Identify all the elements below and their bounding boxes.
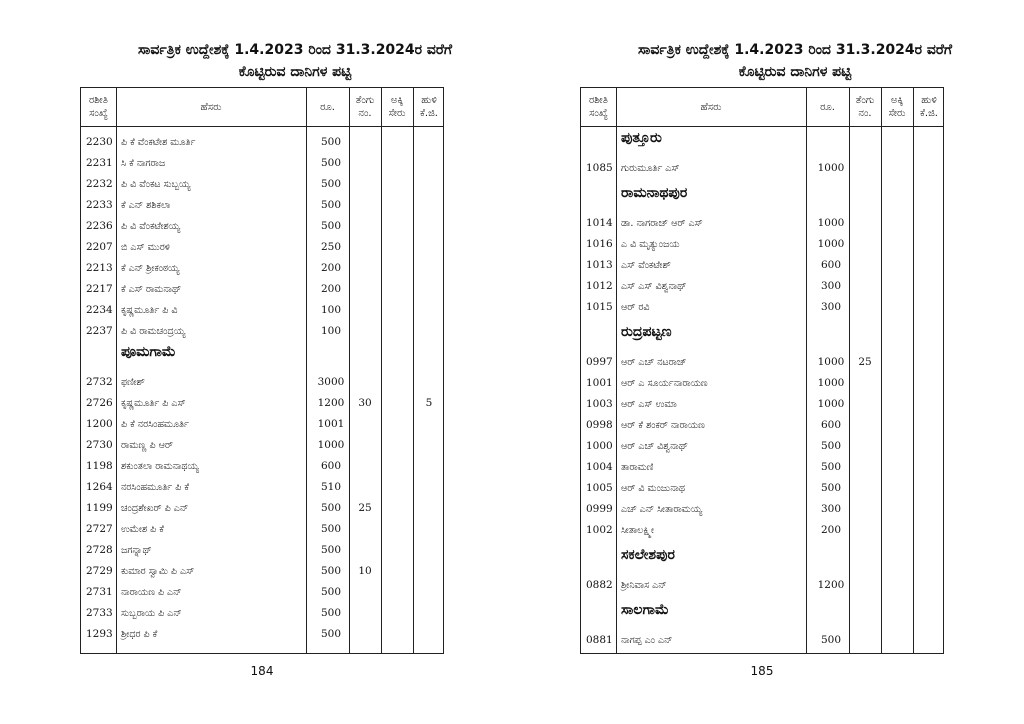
receipt-number: 1002 — [586, 524, 613, 536]
amount-rupees: 200 — [820, 524, 842, 536]
amount-rupees: 200 — [320, 283, 342, 295]
table-row — [581, 394, 943, 416]
amount-rupees: 1000 — [817, 356, 845, 368]
receipt-number: 2213 — [86, 262, 113, 274]
receipt-number: 0997 — [586, 356, 613, 368]
page-title-line2: ಕೊಟ್ಟಿರುವ ದಾನಿಗಳ ಪಟ್ಟಿ — [238, 64, 352, 80]
coconut-count: 25 — [858, 356, 872, 368]
amount-rupees: 100 — [320, 304, 342, 316]
table-row — [581, 575, 943, 597]
donor-name: ಪಿ ವಿ ವೆಂಕಟೇಶಯ್ಯ — [121, 221, 181, 232]
donor-name: ಶಕುಂತಲಾ ರಾಮನಾಥಯ್ಯ — [121, 461, 199, 472]
table-row — [581, 415, 943, 437]
receipt-number: 2731 — [86, 586, 113, 598]
donor-name: ರಾಮಣ್ಣ ಪಿ ಆರ್ — [121, 440, 173, 451]
header-tamarind: ಹುಳಿ ಕೆ.ಜಿ. — [420, 95, 438, 119]
donor-name: ಬಿ ಎಸ್ ಮುರಳಿ — [121, 242, 170, 253]
table-row — [81, 456, 443, 478]
receipt-number: 2727 — [86, 523, 113, 535]
amount-rupees: 1000 — [317, 439, 345, 451]
table-row — [81, 321, 443, 343]
header-name: ಹೆಸರು — [200, 101, 222, 113]
section-heading: ಸಕಲೇಶಪುರ — [621, 547, 675, 563]
receipt-number: 1293 — [86, 628, 113, 640]
receipt-number: 1004 — [586, 461, 613, 473]
page-title-line1: ಸಾರ್ವತ್ರಿಕ ಉದ್ದೇಶಕ್ಕೆ 1.4.2023 ರಿಂದ 31.3.2024ರ ವರೆಗೆ — [137, 42, 453, 58]
donor-name: ಎಚ್ ಎನ್ ಸೀತಾರಾಮಯ್ಯ — [621, 504, 703, 515]
amount-rupees: 500 — [320, 565, 342, 577]
amount-rupees: 300 — [820, 280, 842, 292]
donor-name: ಜಗನ್ನಾಥ್ — [121, 545, 152, 556]
receipt-number: 1200 — [86, 418, 113, 430]
donor-name: ಪಿ ಕೆ ವೆಂಕಟೇಶ ಮೂರ್ತಿ — [121, 137, 196, 148]
donor-name: ಆರ್ ಎಸ್ ಉಮಾ — [621, 399, 677, 410]
receipt-number: 1085 — [586, 162, 613, 174]
amount-rupees: 1200 — [817, 579, 845, 591]
donor-name: ಆರ್ ಎ ಸೂರ್ಯನಾರಾಯಣ — [621, 378, 708, 389]
amount-rupees: 500 — [320, 544, 342, 556]
section-heading: ಪುತ್ತೂರು — [621, 130, 662, 146]
amount-rupees: 1000 — [817, 238, 845, 250]
table-row — [81, 519, 443, 541]
page-title-line2: ಕೊಟ್ಟಿರುವ ದಾನಿಗಳ ಪಟ್ಟಿ — [738, 64, 852, 80]
amount-rupees: 500 — [320, 586, 342, 598]
donor-name: ನರಸಿಂಹಮೂರ್ತಿ ಪಿ ಕೆ — [121, 482, 189, 493]
table-row — [81, 258, 443, 280]
header-rupees: ರೂ. — [320, 101, 335, 113]
donor-name: ಕೆ ಎಸ್ ರಾಮನಾಥ್ — [121, 284, 182, 295]
receipt-number: 1003 — [586, 398, 613, 410]
left-page — [80, 0, 510, 724]
amount-rupees: 300 — [820, 503, 842, 515]
table-row — [581, 436, 943, 458]
receipt-number: 2729 — [86, 565, 113, 577]
donor-name: ಆರ್ ಎಚ್ ನಟರಾಜ್ — [621, 357, 687, 368]
amount-rupees: 3000 — [317, 376, 345, 388]
table-row — [581, 213, 943, 235]
section-heading: ಸಾಲಗಾಮೆ — [621, 602, 669, 618]
amount-rupees: 500 — [320, 628, 342, 640]
table-row — [581, 457, 943, 479]
right-page — [580, 0, 1010, 724]
donor-name: ಎಸ್ ವೆಂಕಟೇಶ್ — [621, 260, 671, 271]
table-row — [81, 216, 443, 238]
page-number: 185 — [750, 664, 774, 678]
coconut-count: 30 — [358, 397, 372, 409]
donor-name: ಕುಮಾರ ಸ್ವಾಮಿ ಪಿ ಎಸ್ — [121, 566, 195, 577]
amount-rupees: 500 — [820, 482, 842, 494]
donor-name: ಆರ್ ವಿ ಮಂಜುನಾಥ — [621, 483, 685, 494]
table-row — [81, 498, 443, 520]
header-coconut: ತೆಂಗು ನಂ. — [855, 95, 875, 119]
donor-name: ಕೆ ಎನ್ ಶಶಿಕಲಾ — [121, 200, 171, 211]
section-heading: ರುದ್ರಪಟ್ಟಣ — [621, 324, 672, 340]
table-row — [581, 478, 943, 500]
table-row — [81, 372, 443, 394]
receipt-number: 1005 — [586, 482, 613, 494]
donor-name: ಉಮೇಶ ಪಿ ಕೆ — [121, 524, 164, 535]
table-row — [81, 153, 443, 175]
amount-rupees: 1000 — [817, 162, 845, 174]
amount-rupees: 500 — [320, 523, 342, 535]
donor-name: ಚಂದ್ರಶೇಖರ್ ಪಿ ಎನ್ — [121, 503, 189, 514]
amount-rupees: 200 — [320, 262, 342, 274]
receipt-number: 1199 — [86, 502, 113, 514]
receipt-number: 2230 — [86, 136, 113, 148]
receipt-number: 2233 — [86, 199, 113, 211]
donor-name: ಸೀತಾಲಕ್ಷ್ಮೀ — [621, 525, 655, 536]
receipt-number: 2232 — [86, 178, 113, 190]
amount-rupees: 510 — [320, 481, 342, 493]
donor-table-right — [580, 87, 944, 654]
table-row — [581, 297, 943, 319]
rice-amount: 5 — [425, 397, 433, 409]
header-tamarind: ಹುಳಿ ಕೆ.ಜಿ. — [920, 95, 938, 119]
header-coconut: ತೆಂಗು ನಂ. — [355, 95, 375, 119]
receipt-number: 2730 — [86, 439, 113, 451]
header-rupees: ರೂ. — [820, 101, 835, 113]
receipt-number: 1016 — [586, 238, 613, 250]
amount-rupees: 100 — [320, 325, 342, 337]
amount-rupees: 500 — [320, 220, 342, 232]
receipt-number: 1001 — [586, 377, 613, 389]
donor-name: ಸುಬ್ಬರಾಯ ಪಿ ಎನ್ — [121, 608, 182, 619]
table-row — [81, 435, 443, 457]
amount-rupees: 500 — [320, 178, 342, 190]
header-rice: ಅಕ್ಕಿ ಸೇರು — [388, 95, 406, 119]
donor-name: ಕೃಷ್ಣಮೂರ್ತಿ ಪಿ ವಿ — [121, 305, 178, 316]
header-receipt: ರಶೀತಿ ಸಂಖ್ಯೆ — [589, 95, 608, 119]
receipt-number: 2726 — [86, 397, 113, 409]
amount-rupees: 500 — [320, 502, 342, 514]
table-row — [81, 624, 443, 646]
donor-name: ಶ್ರೀಧರ ಪಿ ಕೆ — [121, 629, 158, 640]
receipt-number: 0998 — [586, 419, 613, 431]
page-number: 184 — [250, 664, 274, 678]
table-row — [581, 255, 943, 277]
donor-name: ಪಿ ಕೆ ನರಸಿಂಹಮೂರ್ತಿ — [121, 419, 189, 430]
amount-rupees: 1000 — [817, 377, 845, 389]
table-row — [81, 237, 443, 259]
table-row — [81, 603, 443, 625]
table-row — [581, 630, 943, 652]
receipt-number: 2217 — [86, 283, 113, 295]
header-rice: ಅಕ್ಕಿ ಸೇರು — [888, 95, 906, 119]
donor-name: ತಾರಾಮಣಿ — [621, 462, 654, 473]
amount-rupees: 500 — [320, 199, 342, 211]
table-row — [81, 540, 443, 562]
donor-name: ಫಣೀಶ್ — [121, 377, 145, 388]
amount-rupees: 1000 — [817, 398, 845, 410]
receipt-number: 1014 — [586, 217, 613, 229]
section-heading: ರಾಮನಾಥಪುರ — [621, 185, 688, 201]
donor-name: ಗುರುಮೂರ್ತಿ ಎಸ್ — [621, 163, 680, 174]
table-row — [81, 195, 443, 217]
table-row — [81, 300, 443, 322]
amount-rupees: 500 — [320, 136, 342, 148]
table-row — [581, 520, 943, 542]
table-row — [581, 499, 943, 521]
donor-name: ಶ್ರೀನಿವಾಸ ಎನ್ — [621, 580, 667, 591]
amount-rupees: 1200 — [317, 397, 345, 409]
receipt-number: 2234 — [86, 304, 113, 316]
amount-rupees: 500 — [820, 440, 842, 452]
receipt-number: 1013 — [586, 259, 613, 271]
donor-name: ಪಿ ವಿ ರಾಮಚಂದ್ರಯ್ಯ — [121, 326, 186, 337]
table-row — [581, 234, 943, 256]
header-name: ಹೆಸರು — [700, 101, 722, 113]
amount-rupees: 1001 — [317, 418, 345, 430]
amount-rupees: 500 — [820, 461, 842, 473]
receipt-number: 2207 — [86, 241, 113, 253]
donor-name: ನಾಗಪ್ಪ ಎಂ ಎನ್ — [621, 635, 673, 646]
header-receipt: ರಶೀತಿ ಸಂಖ್ಯೆ — [89, 95, 108, 119]
amount-rupees: 600 — [820, 259, 842, 271]
table-row — [81, 393, 443, 415]
donor-name: ನಾರಾಯಣ ಪಿ ಎನ್ — [121, 587, 182, 598]
amount-rupees: 600 — [820, 419, 842, 431]
amount-rupees: 500 — [820, 634, 842, 646]
coconut-count: 25 — [358, 502, 372, 514]
donor-name: ಕೆ ಎನ್ ಶ್ರೀಕಂಠಯ್ಯ — [121, 263, 180, 274]
receipt-number: 1198 — [86, 460, 113, 472]
amount-rupees: 300 — [820, 301, 842, 313]
donor-name: ಎಸ್ ಎಸ್ ವಿಶ್ವನಾಥ್ — [621, 281, 687, 292]
receipt-number: 2231 — [86, 157, 113, 169]
donor-name: ಸಿ ಕೆ ನಾಗರಾಜ — [121, 158, 166, 169]
page-title-line1: ಸಾರ್ವತ್ರಿಕ ಉದ್ದೇಶಕ್ಕೆ 1.4.2023 ರಿಂದ 31.3.2024ರ ವರೆಗೆ — [637, 42, 953, 58]
donor-name: ಪಿ ವಿ ವೆಂಕಟ ಸುಬ್ಬಯ್ಯ — [121, 179, 191, 190]
section-heading: ಪೂಮಗಾಮೆ — [121, 344, 176, 360]
coconut-count: 10 — [358, 565, 372, 577]
amount-rupees: 1000 — [817, 217, 845, 229]
table-row — [81, 582, 443, 604]
receipt-number: 2237 — [86, 325, 113, 337]
donor-name: ಆರ್ ರವಿ — [621, 302, 650, 313]
receipt-number: 1012 — [586, 280, 613, 292]
donor-name: ಆರ್ ಎಚ್ ವಿಶ್ವನಾಥ್ — [621, 441, 688, 452]
receipt-number: 2733 — [86, 607, 113, 619]
table-row — [81, 132, 443, 154]
receipt-number: 2728 — [86, 544, 113, 556]
receipt-number: 1015 — [586, 301, 613, 313]
table-row — [81, 477, 443, 499]
receipt-number: 0881 — [586, 634, 613, 646]
table-row — [581, 373, 943, 395]
table-row — [81, 561, 443, 583]
receipt-number: 0999 — [586, 503, 613, 515]
donor-name: ಆರ್ ಕೆ ಶಂಕರ್ ನಾರಾಯಣ — [621, 420, 705, 431]
amount-rupees: 500 — [320, 157, 342, 169]
amount-rupees: 250 — [320, 241, 342, 253]
donor-name: ಡಾ. ನಾಗರಾಜ್ ಆರ್ ಎಸ್ — [621, 218, 703, 229]
receipt-number: 2732 — [86, 376, 113, 388]
receipt-number: 1264 — [86, 481, 113, 493]
donor-name: ಎ ವಿ ಮೃತ್ಯುಂಜಯ — [621, 239, 680, 250]
receipt-number: 1000 — [586, 440, 613, 452]
table-row — [581, 276, 943, 298]
table-row — [81, 279, 443, 301]
receipt-number: 0882 — [586, 579, 613, 591]
amount-rupees: 600 — [320, 460, 342, 472]
donor-table-left — [80, 87, 444, 654]
table-row — [81, 174, 443, 196]
receipt-number: 2236 — [86, 220, 113, 232]
donor-name: ಕೃಷ್ಣಮೂರ್ತಿ ಪಿ ಎಸ್ — [121, 398, 186, 409]
table-row — [581, 158, 943, 180]
table-row — [581, 352, 943, 374]
table-row — [81, 414, 443, 436]
amount-rupees: 500 — [320, 607, 342, 619]
